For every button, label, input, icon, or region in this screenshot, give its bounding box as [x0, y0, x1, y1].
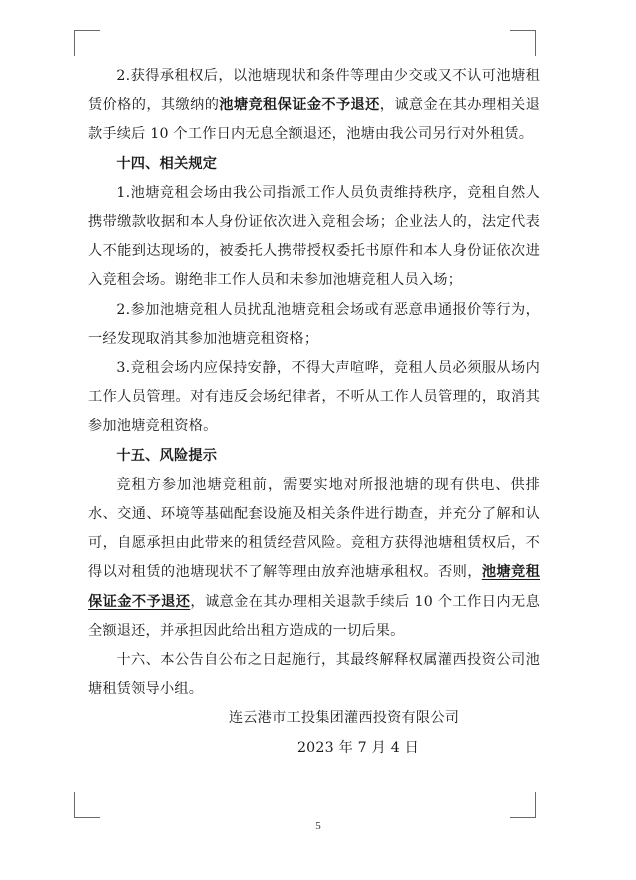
text-run: 2.参加池塘竞租人员扰乱池塘竞租会场或有恶意串通报价等行为，一经发现取消其参加池塘竞租资格；: [88, 301, 540, 347]
paragraph-h-14: [88, 150, 540, 179]
page-number: 5: [315, 820, 321, 832]
paragraph-p-2-refund: [88, 62, 540, 150]
paragraph-date: [88, 734, 540, 763]
text-run: 2023 年 7 月 4 日: [296, 739, 420, 756]
text-run: ，诚意金在其办理相关退款手续后 10 个工作日内无息全额退还，池塘由我公司另行对外租赁。: [88, 97, 540, 143]
text-run: 竞租方参加池塘竞租前，需要实地对所报池塘的现有供电、供排水、交通、环境等基础配套设施及相关条件进行勘查，并充分了解和认可，自愿承担由此带来的租赁经营风险。竞租方获得池塘租赁权后，不得以对租赁的池塘现状不了解等理由放弃池塘承租权。否则，: [88, 476, 540, 581]
text-run: 十四、相关规定: [116, 155, 218, 172]
text-run: 1.池塘竞租会场由我公司指派工作人员负责维持秩序，竞租自然人携带缴款收据和本人身份证依次进入竞租会场；企业法人的，法定代表人不能到达现场的，被委托人携带授权委托书原件和本人身份证依次进入竞租会场。谢绝非工作人员和未参加池塘竞租人员入场；: [88, 184, 540, 289]
paragraph-p-14-2: [88, 296, 540, 354]
paragraph-h-15: [88, 442, 540, 471]
text-run: 十五、风险提示: [116, 447, 218, 464]
text-run: ，诚意金在其办理相关退款手续后 10 个工作日内无息全额退还，并承担因此给出租方造成的一切后果。: [88, 593, 540, 639]
paragraph-p-14-1: [88, 179, 540, 296]
text-run: 3.竞租会场内应保持安静，不得大声喧哗，竞租人员必须服从场内工作人员管理。对有违反会场纪律者，不听从工作人员管理的，取消其参加池塘竞租资格。: [88, 360, 540, 435]
paragraph-p-16: [88, 646, 540, 704]
text-run: 连云港市工投集团灌西投资有限公司: [228, 710, 460, 727]
text-run: 十六、本公告自公布之日起施行，其最终解释权属灌西投资公司池塘租赁领导小组。: [88, 652, 540, 698]
text-run: 2.获得承租权后，以池塘现状和条件等理由少交或又不认可池塘租赁价格的，其缴纳的: [88, 68, 540, 114]
text-run: 池塘竞租保证金不予退还: [88, 564, 540, 610]
paragraph-p-15-1: [88, 471, 540, 646]
text-run: 池塘竞租保证金不予退还: [219, 97, 380, 114]
paragraph-signature: [88, 704, 540, 733]
document-body: [88, 62, 540, 763]
paragraph-p-14-3: [88, 354, 540, 442]
